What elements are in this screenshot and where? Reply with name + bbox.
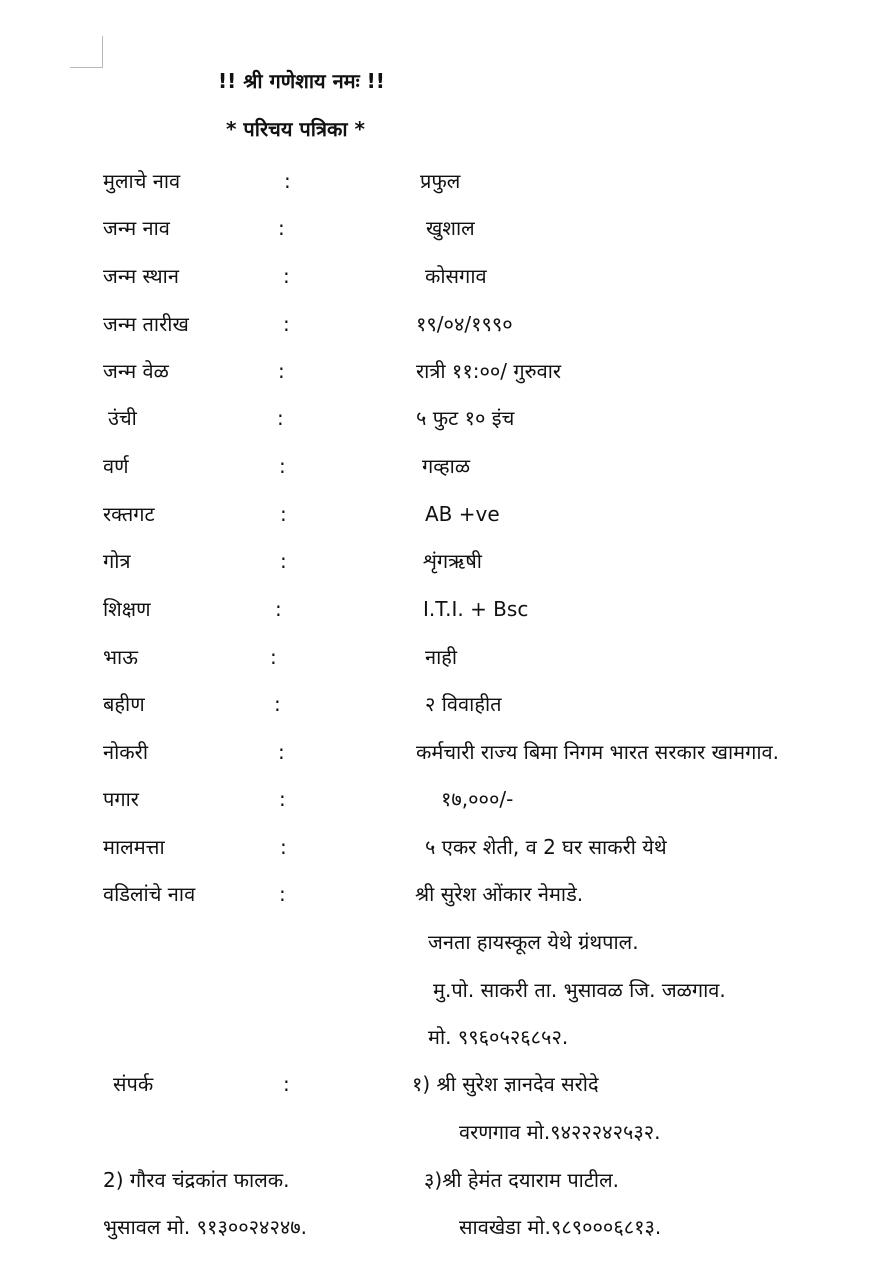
field-label: नोकरी	[103, 740, 148, 764]
field-value: नाही	[425, 645, 458, 669]
field-label: मालमत्ता	[103, 835, 165, 859]
field-separator: :	[284, 169, 291, 193]
field-separator: :	[279, 454, 286, 478]
field-separator: :	[274, 692, 281, 716]
contact-3-detail: सावखेडा मो.९८९०००६८१३.	[459, 1215, 662, 1239]
field-separator: :	[278, 359, 285, 383]
page-corner-mark	[70, 36, 103, 68]
father-detail-line: जनता हायस्कूल येथे ग्रंथपाल.	[428, 930, 639, 954]
contact-label: संपर्क	[113, 1072, 154, 1096]
field-separator: :	[283, 1072, 290, 1096]
field-label: भाऊ	[103, 645, 138, 669]
contact-1-detail: वरणगाव मो.९४२२२४२५३२.	[459, 1120, 661, 1144]
field-separator: :	[283, 312, 290, 336]
field-label: जन्म तारीख	[103, 312, 189, 336]
field-separator: :	[280, 549, 287, 573]
field-label: वडिलांचे नाव	[103, 882, 196, 906]
field-value: ५ एकर शेती, व 2 घर साकरी येथे	[425, 835, 667, 859]
field-separator: :	[280, 502, 287, 526]
father-detail-line: मो. ९९६०५२६८५२.	[428, 1025, 569, 1049]
field-value: गव्हाळ	[422, 454, 471, 478]
field-separator: :	[270, 645, 277, 669]
field-value: खुशाल	[426, 216, 475, 240]
field-value: १९/०४/१९९०	[416, 312, 513, 336]
field-value: २ विवाहीत	[425, 692, 502, 716]
field-separator: :	[278, 740, 285, 764]
field-label: वर्ण	[103, 454, 129, 478]
field-separator: :	[280, 835, 287, 859]
field-separator: :	[277, 406, 284, 430]
field-value: रात्री ११:००/ गुरुवार	[416, 359, 562, 383]
contact-3-name: ३)श्री हेमंत दयाराम पाटील.	[424, 1168, 620, 1192]
field-label: उंची	[108, 406, 137, 430]
field-label: गोत्र	[103, 549, 131, 573]
field-separator: :	[275, 597, 282, 621]
father-detail-line: मु.पो. साकरी ता. भुसावळ जि. जळगाव.	[433, 978, 726, 1002]
field-value: १७,०००/-	[441, 787, 514, 811]
invocation-heading: !! श्री गणेशाय नमः !!	[218, 69, 385, 93]
field-label: जन्म नाव	[103, 216, 170, 240]
field-value: शृंगऋषी	[423, 549, 482, 573]
field-label: बहीण	[103, 692, 145, 716]
contact-1-name: १) श्री सुरेश ज्ञानदेव सरोदे	[412, 1072, 599, 1096]
field-value: I.T.I. + Bsc	[423, 597, 529, 621]
field-label: शिक्षण	[103, 597, 151, 621]
field-label: मुलाचे नाव	[103, 169, 181, 193]
document-title: * परिचय पत्रिका *	[226, 117, 365, 141]
field-value: AB +ve	[425, 502, 500, 526]
field-value: कोसगाव	[425, 264, 487, 288]
field-separator: :	[278, 216, 285, 240]
field-label: जन्म वेळ	[103, 359, 169, 383]
field-value: ५ फुट १० इंच	[416, 406, 515, 430]
field-value: श्री सुरेश ओंकार नेमाडे.	[415, 882, 584, 906]
field-value: कर्मचारी राज्य बिमा निगम भारत सरकार खामगाव.	[416, 740, 780, 764]
field-label: रक्तगट	[103, 502, 155, 526]
field-label: जन्म स्थान	[103, 264, 179, 288]
field-label: पगार	[103, 787, 139, 811]
field-separator: :	[279, 787, 286, 811]
field-separator: :	[279, 882, 286, 906]
contact-2-detail: भुसावल मो. ९१३००२४२४७.	[103, 1215, 308, 1239]
field-separator: :	[283, 264, 290, 288]
field-value: प्रफुल	[420, 169, 461, 193]
contact-2-name: 2) गौरव चंद्रकांत फालक.	[103, 1168, 290, 1192]
